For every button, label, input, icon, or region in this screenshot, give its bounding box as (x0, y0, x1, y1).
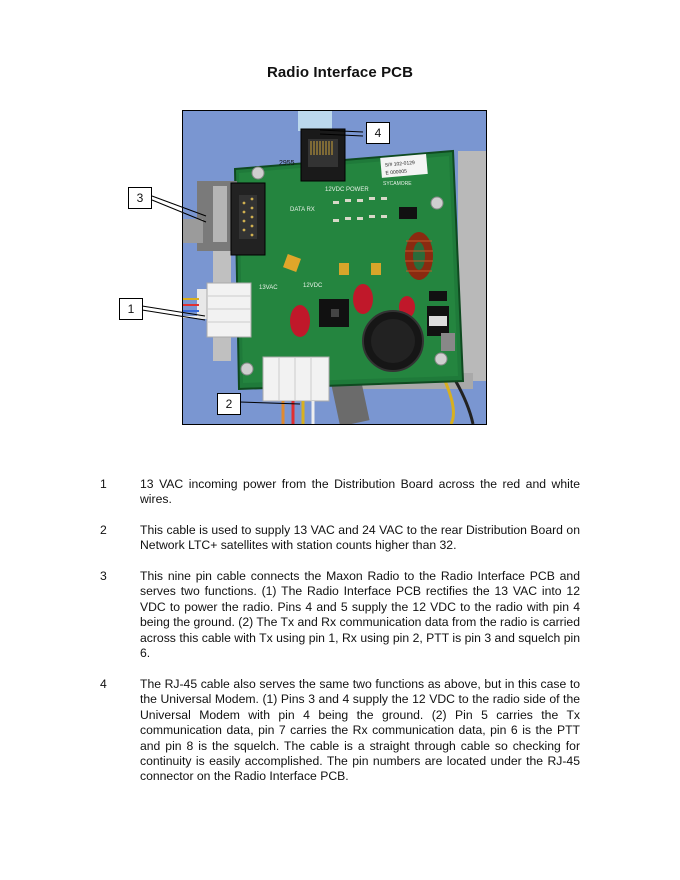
vac-label: 13VAC (259, 285, 278, 291)
callout-4: 4 (366, 122, 390, 144)
item-text: This nine pin cable connects the Maxon Radio to the Radio Interface PCB and serves two functions. (1) The Radio Interface PCB rectifies the 13 VAC into 12 VDC to power the radio. Pins 4 and 5 supply the 12 VDC to the radio with pin 4 being the ground. (2) The Tx and Rx communication data from the radio is carried across this cable with Tx using pin 1, Rx using pin 2, PTT is pin 3 and squelch pin 6. (140, 569, 580, 661)
item-text: This cable is used to supply 13 VAC and 24 VAC to the rear Distribution Board on Network LTC+ satellites with station counts higher than 32. (140, 523, 580, 553)
board-serial: 2955 (279, 160, 295, 167)
sticker-id: E 000005 (385, 168, 408, 177)
item-number: 2 (100, 523, 107, 537)
item-number: 4 (100, 677, 107, 691)
sticker-serial: S/# 102-0129 (384, 159, 416, 169)
list-item (100, 477, 580, 508)
data-rx-label: DATA RX (290, 207, 315, 213)
list-item (100, 569, 580, 661)
pcb-photo (182, 110, 487, 425)
item-text: The RJ-45 cable also serves the same two functions as above, but in this case to the Universal Modem. (1) Pins 3 and 4 supply the 12 VDC to the radio side of the Universal Modem with pin 4 being the ground. (2) Pin 5 carries the Tx communication data, pin 7 carries the Rx communication data, pin 6 is the PTT and pin 8 is the squelch. The cable is a straight through cable so checking for continuity is easily accomplished. The pin numbers are located under the RJ-45 connector on the Radio Interface PCB. (140, 677, 580, 784)
callout-1: 1 (119, 298, 143, 320)
callout-3: 3 (128, 187, 152, 209)
list-item (100, 677, 580, 785)
item-number: 3 (100, 569, 107, 583)
item-text: 13 VAC incoming power from the Distribution Board across the red and white wires. (140, 477, 580, 507)
page-title: Radio Interface PCB (266, 64, 414, 81)
list-item (100, 523, 580, 554)
callout-2: 2 (217, 393, 241, 415)
vdc-label: 12VDC (303, 283, 323, 289)
pcb-illustration (183, 111, 486, 424)
power-label: 12VDC POWER (325, 187, 369, 193)
item-number: 1 (100, 477, 107, 491)
board-maker: SYCAMORE (383, 181, 412, 187)
